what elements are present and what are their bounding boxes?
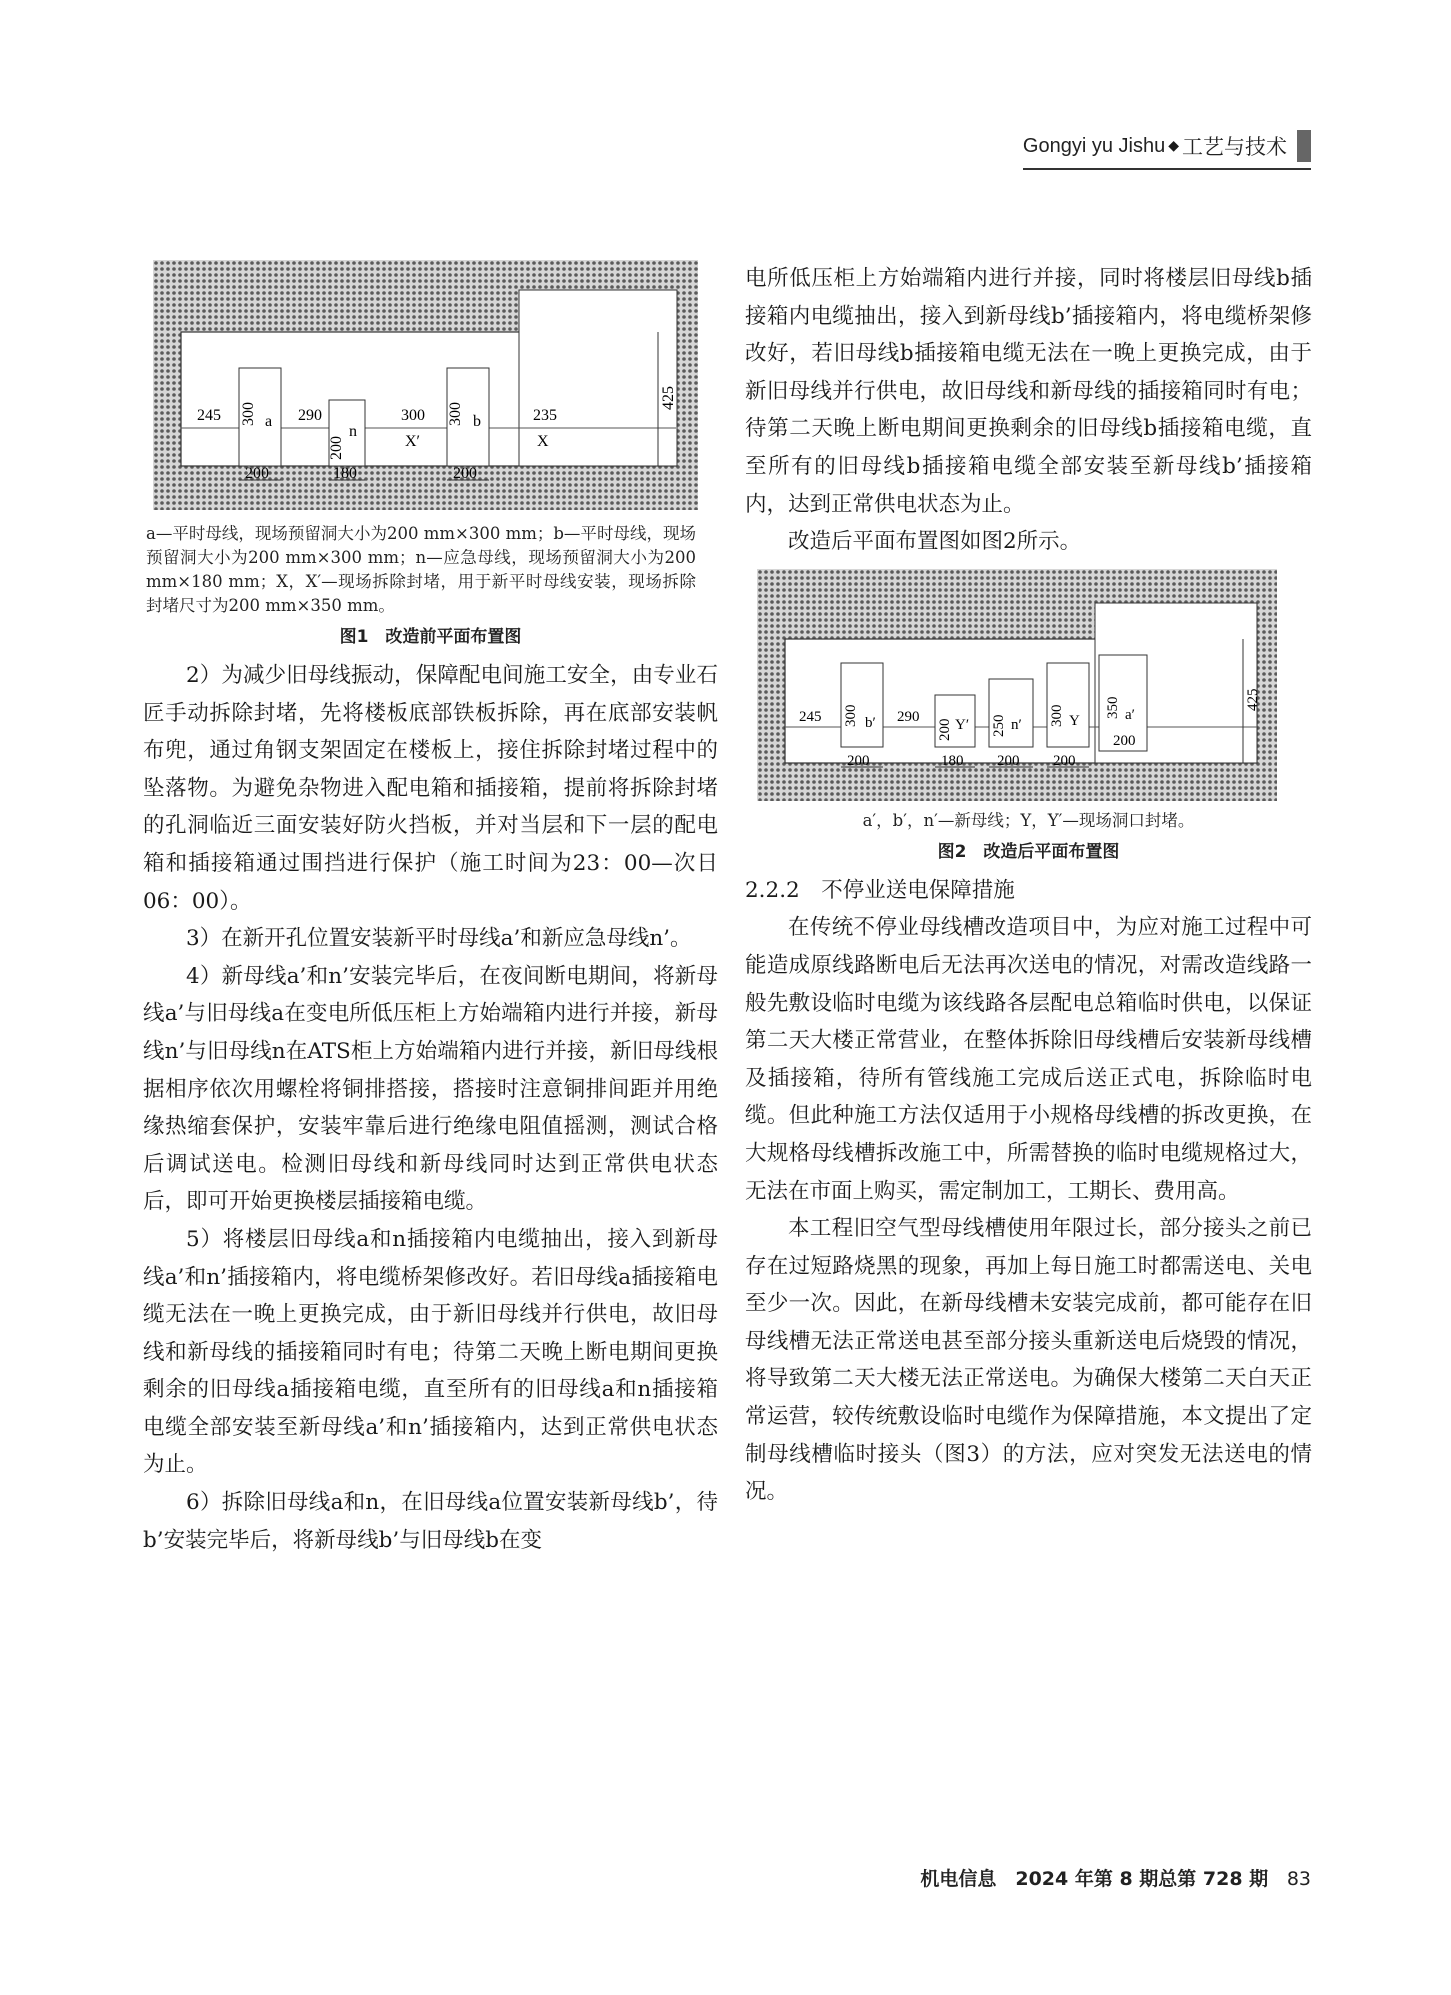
fig2-label: 300 xyxy=(843,704,859,727)
fig1-label: 300 xyxy=(447,402,464,426)
fig2-label: 200 xyxy=(1053,752,1076,769)
paragraph: 6）拆除旧母线a和n，在旧母线a位置安装新母线b’，待b’安装完毕后，将新母线b’与旧母线b在变 xyxy=(143,1490,718,1553)
fig1-label: b xyxy=(473,413,481,430)
fig2-label: b′ xyxy=(865,714,876,731)
paragraph: 本工程旧空气型母线槽使用年限过长，部分接头之前已存在过短路烧黑的现象，再加上每日施工时都需送电、关电至少一次。因此，在新母线槽未安装完成前，都可能存在旧母线槽无法正常送电甚至部分接头重新送电后烧毁的情况，将导致第二天大楼无法正常送电。为确保大楼第二天白天正常运营，较传统敷设临时电缆作为保障措施，本文提出了定制母线槽临时接头（图3）的方法，应对突发无法送电的情况。 xyxy=(745,1216,1312,1505)
paragraph: 改造后平面布置图如图2所示。 xyxy=(788,529,1082,555)
left-column xyxy=(143,260,718,1559)
header-pinyin: Gongyi yu Jishu xyxy=(1022,134,1166,157)
fig2-label: Y xyxy=(1069,712,1080,729)
page-footer xyxy=(920,1864,1311,1891)
paragraph: 3）在新开孔位置安装新平时母线a’和新应急母线n’。 xyxy=(186,926,692,952)
figure2-title: 图2 改造后平面布置图 xyxy=(937,841,1120,862)
fig1-label: 300 xyxy=(401,407,425,424)
figure1-title: 图1 改造前平面布置图 xyxy=(339,627,522,647)
fig1-label: 245 xyxy=(197,407,221,424)
fig2-label: 200 xyxy=(847,752,870,769)
fig2-label: a′ xyxy=(1125,706,1135,723)
fig1-label: 425 xyxy=(660,386,677,410)
diamond-icon: ◆ xyxy=(1168,138,1179,154)
fig2-label: 200 xyxy=(1113,732,1136,749)
fig2-label: 300 xyxy=(1049,704,1065,727)
fig1-label: X xyxy=(537,433,549,450)
figure1-diagram xyxy=(153,260,698,510)
fig1-label: a xyxy=(265,413,273,430)
fig1-label: 200 xyxy=(245,465,269,482)
right-column xyxy=(745,260,1312,1511)
header-bar xyxy=(1297,130,1311,162)
journal-issue: 机电信息 2024 年第 8 期总第 728 期 xyxy=(920,1868,1269,1890)
fig2-label: 200 xyxy=(997,752,1020,769)
paragraph: 在传统不停业母线槽改造项目中，为应对施工过程中可能造成原线路断电后无法再次送电的情况，对需改造线路一般先敷设临时电缆为该线路各层配电总箱临时供电，以保证第二天大楼正常营业，在整体拆除旧母线槽后安装新母线槽及插接箱，待所有管线施工完成后送正式电，拆除临时电缆。但此种施工方法仅适用于小规格母线槽的拆改更换，在大规格母线槽拆改施工中，所需替换的临时电缆规格过大，无法在市面上购买，需定制加工，工期长、费用高。 xyxy=(745,915,1312,1204)
page-number: 83 xyxy=(1286,1868,1311,1890)
figure2-caption: a′，b′，n′—新母线；Y，Y′—现场洞口封堵。 xyxy=(862,810,1195,830)
fig2-label: n′ xyxy=(1011,716,1022,733)
fig2-label: 350 xyxy=(1105,696,1121,719)
fig1-label: X′ xyxy=(405,433,421,450)
fig1-label: 200 xyxy=(328,436,345,460)
paragraph: 5）将楼层旧母线a和n插接箱内电缆抽出，接入到新母线a’和n’插接箱内，将电缆桥架修改好。若旧母线a插接箱电缆无法在一晚上更换完成，由于新旧母线并行供电，故旧母线和新母线的插接箱同时有电；待第二天晚上断电期间更换剩余的旧母线a插接箱电缆，直至所有的旧母线a和n插接箱电缆全部安装至新母线a’和n’插接箱内，达到正常供电状态为止。 xyxy=(143,1226,718,1478)
fig1-label: 300 xyxy=(240,402,257,426)
paragraph: 2）为减少旧母线振动，保障配电间施工安全，由专业石匠手动拆除封堵，先将楼板底部铁板拆除，再在底部安装帆布兜，通过角钢支架固定在楼板上，接住拆除封堵过程中的坠落物。为避免杂物进入配电箱和插接箱，提前将拆除封堵的孔洞临近三面安装好防火挡板，并对当层和下一层的配电箱和插接箱通过围挡进行保护（施工时间为23：00—次日06：00）。 xyxy=(143,663,718,914)
figure1-caption: a—平时母线，现场预留洞大小为200 mm×300 mm；b—平时母线，现场预留洞大小为200 mm×300 mm；n—应急母线，现场预留洞大小为200 mm×180 mm；X，X′—现场拆除封堵，用于新平时母线安装，现场拆除封堵尺寸为200 mm×350 mm。 xyxy=(146,524,696,615)
section-heading: 2.2.2 不停业送电保障措施 xyxy=(745,877,1015,903)
paragraph: 电所低压柜上方始端箱内进行并接，同时将楼层旧母线b插接箱内电缆抽出，接入到新母线b’插接箱内，将电缆桥架修改好，若旧母线b插接箱电缆无法在一晚上更换完成，由于新旧母线并行供电，故旧母线和新母线的插接箱同时有电；待第二天晚上断电期间更换剩余的旧母线b插接箱电缆，直至所有的旧母线b插接箱电缆全部安装至新母线b’插接箱内，达到正常供电状态为止。 xyxy=(745,266,1312,517)
fig2-label: 290 xyxy=(897,708,920,725)
fig2-label: 245 xyxy=(799,708,822,725)
fig2-label: 200 xyxy=(937,718,953,741)
fig1-label: 235 xyxy=(533,407,557,424)
figure2-diagram xyxy=(757,569,1277,801)
fig2-label: 250 xyxy=(991,714,1007,737)
fig1-label: n xyxy=(349,423,357,440)
fig1-label: 180 xyxy=(333,465,357,482)
fig2-label: 180 xyxy=(941,752,964,769)
fig2-label: 425 xyxy=(1245,688,1261,711)
fig2-label: Y′ xyxy=(955,716,970,733)
fig1-label: 200 xyxy=(453,465,477,482)
running-header xyxy=(1023,128,1311,170)
fig1-label: 290 xyxy=(298,407,322,424)
header-section-title: 工艺与技术 xyxy=(1182,135,1287,159)
paragraph: 4）新母线a’和n’安装完毕后，在夜间断电期间，将新母线a’与旧母线a在变电所低压柜上方始端箱内进行并接，新母线n’与旧母线n在ATS柜上方始端箱内进行并接，新旧母线根据相序依次用螺栓将铜排搭接，搭接时注意铜排间距并用绝缘热缩套保护，安装牢靠后进行绝缘电阻值摇测，测试合格后调试送电。检测旧母线和新母线同时达到正常供电状态后，即可开始更换楼层插接箱电缆。 xyxy=(143,963,718,1215)
